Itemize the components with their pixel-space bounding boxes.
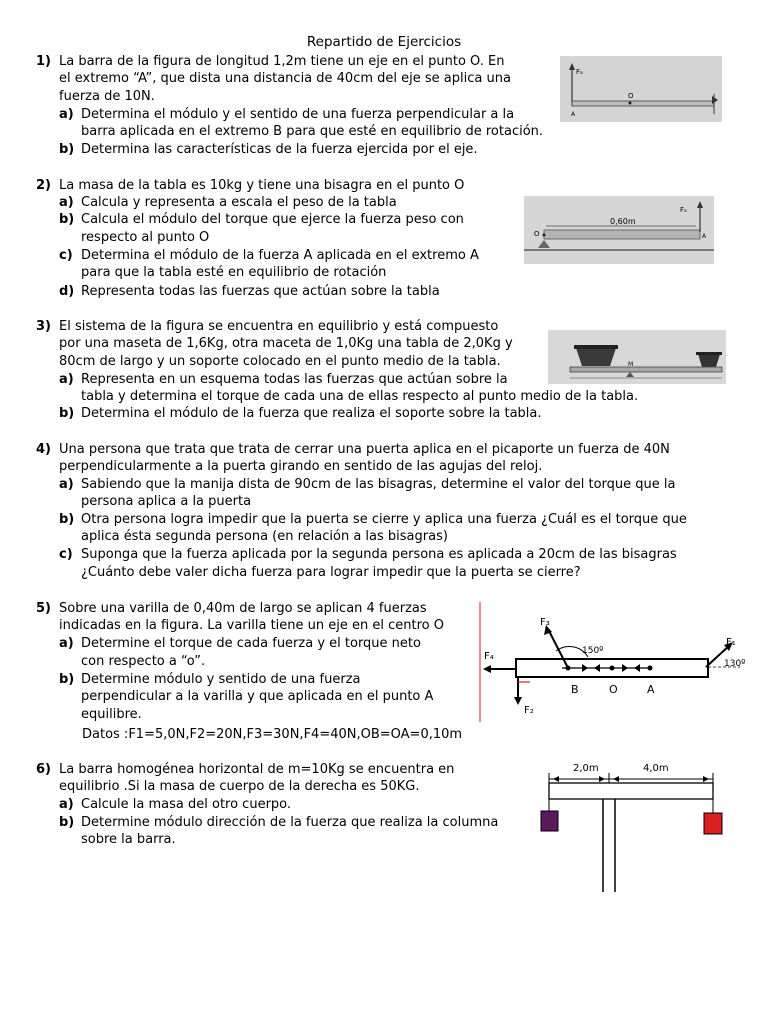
ex4-a-2: persona aplica a la puerta <box>81 494 252 509</box>
ex5-angle-150: 150º <box>582 646 604 656</box>
ex4-b-1: Otra persona logra impedir que la puerta se cierre y aplica una fuerza ¿Cuál es el torque que <box>81 512 687 527</box>
ex3-stmt-3: 80cm de largo y un soporte colocado en el punto medio de la tabla. <box>59 354 501 369</box>
ex5-o-label: O <box>609 683 618 696</box>
ex1-a-2: barra aplicada en el extremo B para que esté en equilibrio de rotación. <box>81 124 544 139</box>
ex1-b-letter: b) <box>59 142 75 157</box>
ex4-c-1: Suponga que la fuerza aplicada por la segunda persona es aplicada a 20cm de las bisagras <box>81 547 677 562</box>
ex4-b-letter: b) <box>59 512 75 527</box>
ex4-c-letter: c) <box>59 547 73 562</box>
ex3-stmt-1: El sistema de la figura se encuentra en equilibrio y está compuesto <box>59 319 499 334</box>
ex5-number: 5) <box>36 601 51 616</box>
ex3-b-1: Determina el módulo de la fuerza que realiza el soporte sobre la tabla. <box>81 406 542 421</box>
ex2-c-2: para que la tabla esté en equilibrio de rotación <box>81 265 387 280</box>
ex4-stmt-2: perpendicularmente a la puerta girando en sentido de las agujas del reloj. <box>59 459 543 474</box>
ex3-figure <box>548 330 726 384</box>
ex3-a-letter: a) <box>59 372 74 387</box>
ex5-stmt-1: Sobre una varilla de 0,40m de largo se aplican 4 fuerzas <box>59 601 427 616</box>
ex3-number: 3) <box>36 319 51 334</box>
ex4-a-1: Sabiendo que la manija dista de 90cm de las bisagras, determine el valor del torque que la <box>81 477 676 492</box>
ex5-f2-label: F₂ <box>524 705 534 716</box>
ex2-b-2: respecto al punto O <box>81 230 210 245</box>
ex1-stmt-3: fuerza de 10N. <box>59 89 155 104</box>
ex2-number: 2) <box>36 178 51 193</box>
ex2-b-letter: b) <box>59 212 75 227</box>
ex5-f4-label: F₄ <box>484 651 494 662</box>
ex6-a-1: Calcule la masa del otro cuerpo. <box>81 797 292 812</box>
ex3-a-1: Representa en un esquema todas las fuerzas que actúan sobre la <box>81 372 508 387</box>
ex3-a-2: tabla y determina el torque de cada una de ellas respecto al punto medio de la tabla. <box>81 389 639 404</box>
ex2-d-letter: d) <box>59 284 75 299</box>
ex1-a-1: Determina el módulo y el sentido de una fuerza perpendicular a la <box>81 107 515 122</box>
ex6-b-letter: b) <box>59 815 75 830</box>
ex2-length-label: 0,60m <box>610 217 636 226</box>
ex1-o-label: O <box>628 92 634 100</box>
ex2-b-1: Calcula el módulo del torque que ejerce la fuerza peso con <box>81 212 464 227</box>
ex5-a-2: con respecto a “o”. <box>81 654 206 669</box>
ex5-b-label: B <box>571 683 579 696</box>
ex3-stmt-2: por una maseta de 1,6Kg, otra maceta de 1,0Kg una tabla de 2,0Kg y <box>59 336 513 351</box>
ex6-stmt-2: equilibrio .Si la masa de cuerpo de la derecha es 50KG. <box>59 779 420 794</box>
ex2-a-letter: a) <box>59 195 74 210</box>
ex2-d-1: Representa todas las fuerzas que actúan sobre la tabla <box>81 284 440 299</box>
ex5-b-2: perpendicular a la varilla y que aplicada en el punto A <box>81 689 434 704</box>
ex2-c-1: Determina el módulo de la fuerza A aplicada en el extremo A <box>81 248 479 263</box>
ex4-stmt-1: Una persona que trata que trata de cerrar una puerta aplica en el picaporte un fuerza de 40N <box>59 442 670 457</box>
ex2-figure <box>524 196 714 264</box>
ex4-b-2: aplica ésta segunda persona (en relación a las bisagras) <box>81 529 448 544</box>
ex5-f3-label: F₃ <box>540 617 550 628</box>
ex6-a-letter: a) <box>59 797 74 812</box>
ex5-stmt-2: indicadas en la figura. La varilla tiene un eje en el centro O <box>59 618 444 633</box>
ex2-o-label: O <box>534 230 540 238</box>
ex6-figure <box>533 757 733 903</box>
ex5-angle-130: 130º <box>724 659 746 669</box>
ex5-datos: Datos :F1=5,0N,F2=20N,F3=30N,F4=40N,OB=OA=0,10m <box>82 727 463 742</box>
ex2-c-letter: c) <box>59 248 73 263</box>
ex1-fa-label: Fₐ <box>576 68 583 76</box>
ex2-fa-label: Fₐ <box>680 206 687 214</box>
ex6-dist-1: 2,0m <box>573 763 599 774</box>
ex1-number: 1) <box>36 54 51 69</box>
ex1-a-label: A <box>571 111 576 118</box>
ex5-figure <box>478 601 750 723</box>
page-title: Repartido de Ejercicios <box>306 34 462 50</box>
ex2-stmt-1: La masa de la tabla es 10kg y tiene una bisagra en el punto O <box>59 178 465 193</box>
ex1-b-1: Determina las características de la fuerza ejercida por el eje. <box>81 142 478 157</box>
ex1-stmt-2: el extremo “A”, que dista una distancia de 40cm del eje se aplica una <box>59 71 511 86</box>
ex3-b-letter: b) <box>59 406 75 421</box>
ex5-a-1: Determine el torque de cada fuerza y el torque neto <box>81 636 421 651</box>
ex3-m-label: M <box>628 361 634 368</box>
ex4-c-2: ¿Cuánto debe valer dicha fuerza para lograr impedir que la puerta se cierre? <box>81 565 581 580</box>
ex1-stmt-1: La barra de la figura de longitud 1,2m tiene un eje en el punto O. En <box>59 54 505 69</box>
ex2-a-1: Calcula y representa a escala el peso de la tabla <box>81 195 397 210</box>
ex6-stmt-1: La barra homogénea horizontal de m=10Kg se encuentra en <box>59 762 455 777</box>
ex6-right-body <box>704 813 722 834</box>
ex5-a-label: A <box>647 683 655 696</box>
ex6-number: 6) <box>36 762 51 777</box>
ex6-b-2: sobre la barra. <box>81 832 176 847</box>
ex6-dist-2: 4,0m <box>643 763 669 774</box>
ex5-a-letter: a) <box>59 636 74 651</box>
ex5-f1-label: F₁ <box>726 637 736 648</box>
ex5-b-letter: b) <box>59 672 75 687</box>
ex1-figure <box>560 56 722 122</box>
ex5-b-3: equilibre. <box>81 707 142 722</box>
ex6-b-1: Determine módulo dirección de la fuerza que realiza la columna <box>81 815 499 830</box>
ex6-left-body <box>541 811 558 831</box>
ex4-a-letter: a) <box>59 477 74 492</box>
ex5-b-1: Determine módulo y sentido de una fuerza <box>81 672 361 687</box>
ex1-a-letter: a) <box>59 107 74 122</box>
ex4-number: 4) <box>36 442 51 457</box>
ex2-a-label: A <box>702 233 707 240</box>
